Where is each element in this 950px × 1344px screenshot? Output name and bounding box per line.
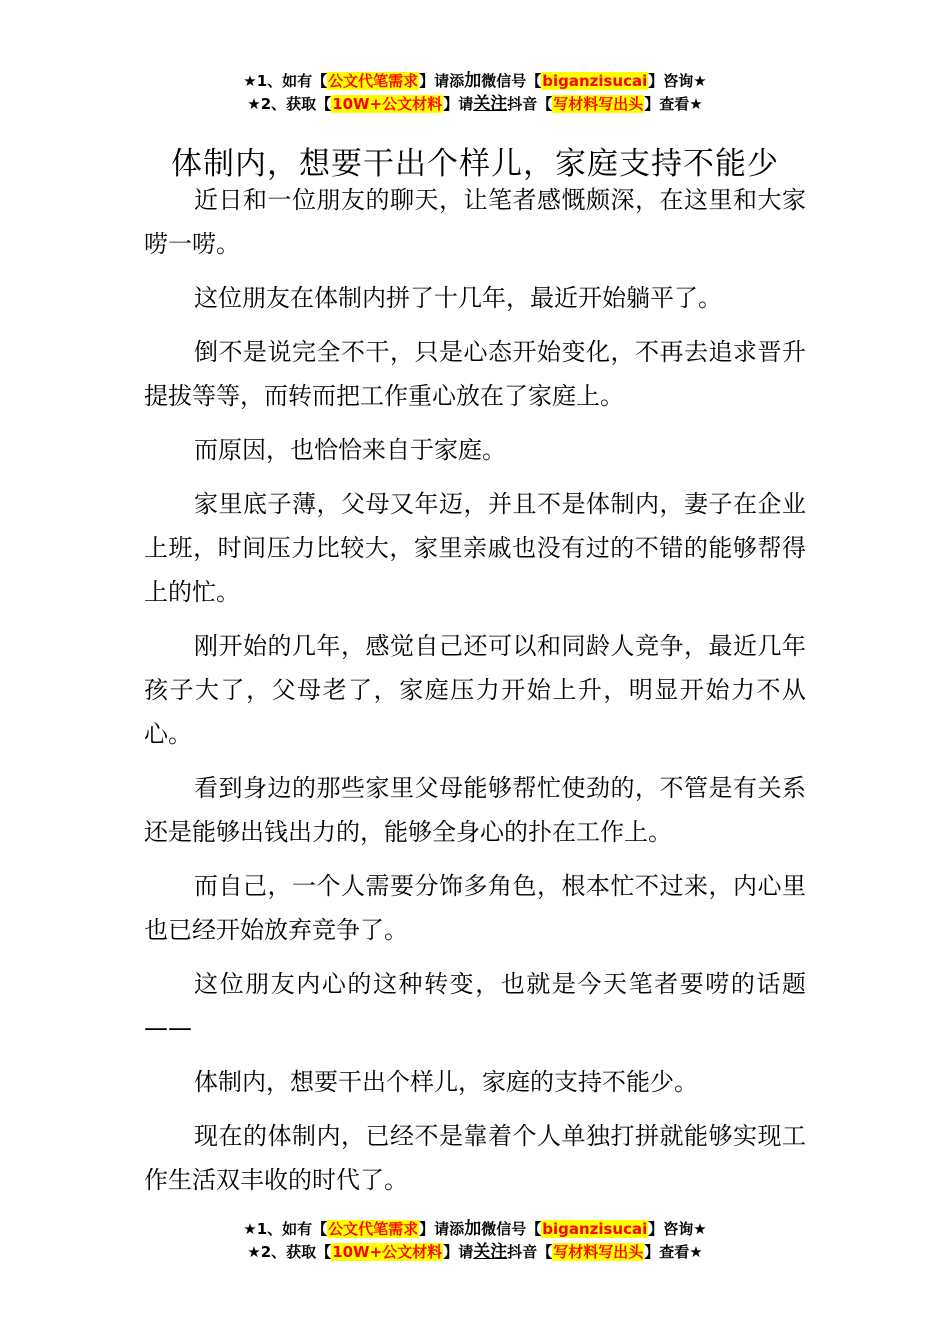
paragraph: 刚开始的几年，感觉自己还可以和同龄人竞争，最近几年孩子大了，父母老了，家庭压力开始上升，明显开始力不从心。 (144, 632, 806, 748)
paragraph: 而自己，一个人需要分饰多角色，根本忙不过来，内心里也已经开始放弃竞争了。 (144, 872, 806, 944)
banner-highlight-douyin: 写材料写出头 (553, 1243, 644, 1261)
banner-line-1 (0, 70, 950, 93)
banner-highlight-douyin: 写材料写出头 (553, 95, 644, 113)
bottom-banner (0, 1218, 950, 1264)
banner-highlight: 公文代笔需求 (328, 1220, 419, 1238)
paragraph: 看到身边的那些家里父母能够帮忙使劲的，不管是有关系还是能够出钱出力的，能够全身心的扑在工作上。 (144, 774, 806, 846)
banner-highlight-wechat: biganzisucai (542, 1220, 648, 1238)
banner-line-1 (0, 1218, 950, 1241)
banner-text: 】咨询★ (648, 72, 707, 90)
banner-text: 】请添 (419, 1220, 465, 1238)
banner-text: 微信号【 (481, 1220, 542, 1238)
banner-text: ★1、如有【 (243, 1220, 328, 1238)
banner-highlight: 10W+公文材料 (332, 1243, 443, 1261)
banner-text: 微信号【 (481, 72, 542, 90)
banner-text: 】请添 (419, 72, 465, 90)
paragraph: 倒不是说完全不干，只是心态开始变化，不再去追求晋升提拔等等，而转而把工作重心放在了家庭上。 (144, 338, 806, 410)
paragraph: 家里底子薄，父母又年迈，并且不是体制内，妻子在企业上班，时间压力比较大，家里亲戚也没有过的不错的能够帮得上的忙。 (144, 490, 806, 606)
banner-text: 抖音【 (507, 95, 553, 113)
banner-text: 】请 (443, 1243, 474, 1261)
banner-text: 加 (464, 1219, 482, 1239)
banner-highlight: 公文代笔需求 (328, 72, 419, 90)
banner-highlight-wechat: biganzisucai (542, 72, 648, 90)
banner-text: ★1、如有【 (243, 72, 328, 90)
banner-text: 】查看★ (644, 1243, 703, 1261)
document-body (144, 178, 806, 1212)
paragraph: 现在的体制内，已经不是靠着个人单独打拼就能够实现工作生活双丰收的时代了。 (144, 1122, 806, 1194)
paragraph: 体制内，想要干出个样儿，家庭的支持不能少。 (194, 1068, 698, 1096)
document-title: 体制内，想要干出个样儿，家庭支持不能少 (171, 145, 779, 182)
paragraph: 这位朋友内心的这种转变，也就是今天笔者要唠的话题—— (144, 970, 806, 1042)
paragraph: 这位朋友在体制内拼了十几年，最近开始躺平了。 (194, 284, 722, 312)
banner-highlight: 10W+公文材料 (332, 95, 443, 113)
paragraph: 而原因，也恰恰来自于家庭。 (194, 436, 506, 464)
banner-text: 】请 (443, 95, 474, 113)
banner-text: 】查看★ (644, 95, 703, 113)
banner-text: ★2、获取【 (247, 95, 332, 113)
banner-text: ★2、获取【 (247, 1243, 332, 1261)
banner-line-2 (0, 1241, 950, 1264)
banner-text: 】咨询★ (648, 1220, 707, 1238)
banner-text: 关注 (473, 94, 508, 114)
banner-text: 关注 (473, 1242, 508, 1262)
top-banner (0, 70, 950, 116)
banner-text: 抖音【 (507, 1243, 553, 1261)
paragraph: 近日和一位朋友的聊天，让笔者感慨颇深，在这里和大家唠一唠。 (144, 186, 806, 258)
banner-text: 加 (464, 71, 482, 91)
banner-line-2 (0, 93, 950, 116)
